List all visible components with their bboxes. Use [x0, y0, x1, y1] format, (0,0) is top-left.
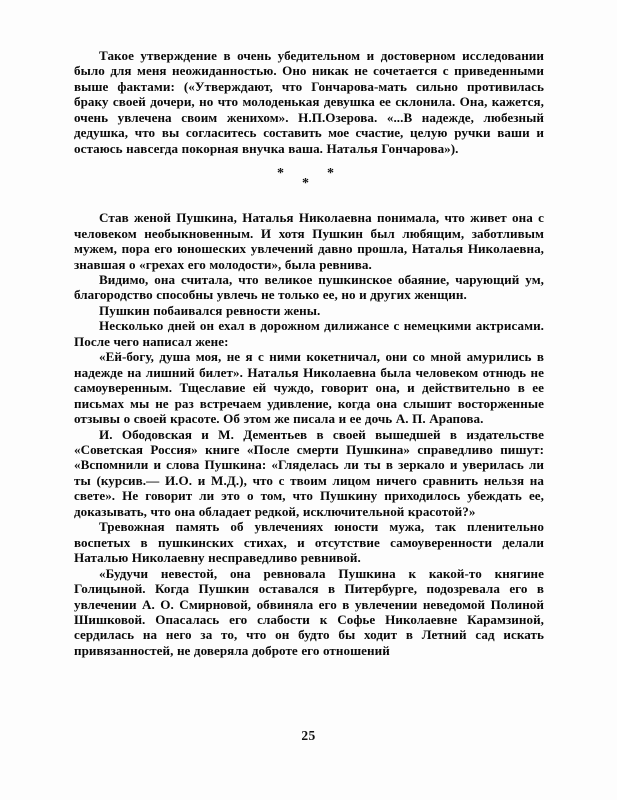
paragraph: Став женой Пушкина, Наталья Николаевна понимала, что живет она с человеком необыкновенным. И хотя Пушкин был любящим, заботливым мужем, пора его юношеских увлечений давно прошла, Наталья Николаевна, знавшая о «грехах его молодости», была ревнива. [74, 210, 544, 272]
paragraph: Видимо, она считала, что великое пушкинское обаяние, чарующий ум, благородство способны увлечь не только ее, но и других женщин. [74, 271, 544, 303]
asterisk-icon-middle: * [302, 176, 309, 192]
paragraph: «Ей-богу, душа моя, не я с ними кокетничал, они со мной амурились в надежде на лишний билет». Наталья Николаевна была человеком отнюдь не самоуверенным. Тщеславие ей чуждо, говорит она, и действительно в ее письмах мы не раз встречаем удивление, когда она слышит восторженные отзывы о своей красоте. Об этом же писала и ее дочь А. П. Арапова. [74, 349, 544, 427]
page-number: 25 [301, 728, 316, 743]
paragraph: Тревожная память об увлечениях юности мужа, так пленительно воспетых в пушкинских стихах, и отсутствие самоуверенности делали Наталью Николаевну несправедливо ревнивой. [74, 519, 544, 566]
paragraph: Пушкин побаивался ревности жены. [99, 302, 321, 318]
asterisk-icon-left: * [277, 166, 284, 182]
paragraph: «Будучи невестой, она ревновала Пушкина к какой-то княгине Голицыной. Когда Пушкин оставался в Питербурге, подозревала его в увлечении А. О. Смирновой, обвиняла его в увлечении неведомой Полиной Шишковой. Опасалась его слабости к Софье Николаевне Карамзиной, сердилась на него за то, что он будто бы ходит в Летний сад искать привязанностей, не доверяла доброте его отношений [74, 565, 544, 658]
emphasized-text: составить мое счастие [263, 125, 400, 141]
three-asterisk-separator [74, 165, 544, 199]
page-text-body [74, 48, 544, 658]
paragraph: Такое утверждение в очень убедительном и достоверном исследовании было для меня неожиданностью. Оно никак не сочетается с приведенными выше фактами: («Утверждают, что Гончарова-мать сильно противилась браку своей дочери, но что молоденькая девушка ее склонила. Она, кажется, очень увлечена своим женихом». Н.П.Озерова. «...В надежде, любезный дедушка, что вы согласитесь составить мое счастие, целую ручки ваши и остаюсь навсегда покорная внучка ваша. Наталья Гончарова»). [74, 48, 545, 156]
asterisk-icon-right: * [327, 166, 334, 182]
paragraph: Несколько дней он ехал в дорожном дилижансе с немецкими актрисами. После чего написал жене: [74, 318, 544, 349]
paragraph: И. Ободовская и М. Дементьев в своей вышедшей в издательстве «Советская Россия» книге «После смерти Пушкина» справедливо пишут: «Вспомнили и слова Пушкина: «Гляделась ли ты в зеркало и уверилась ли ты (курсив.— И.О. и М.Д.), что с твоим лицом ничего сравнить нельзя на свете». Не говорит ли это о том, что Пушкину приходилось убеждать ее, доказывать, что она обладает редкой, исключительной красотой?» [74, 426, 544, 519]
